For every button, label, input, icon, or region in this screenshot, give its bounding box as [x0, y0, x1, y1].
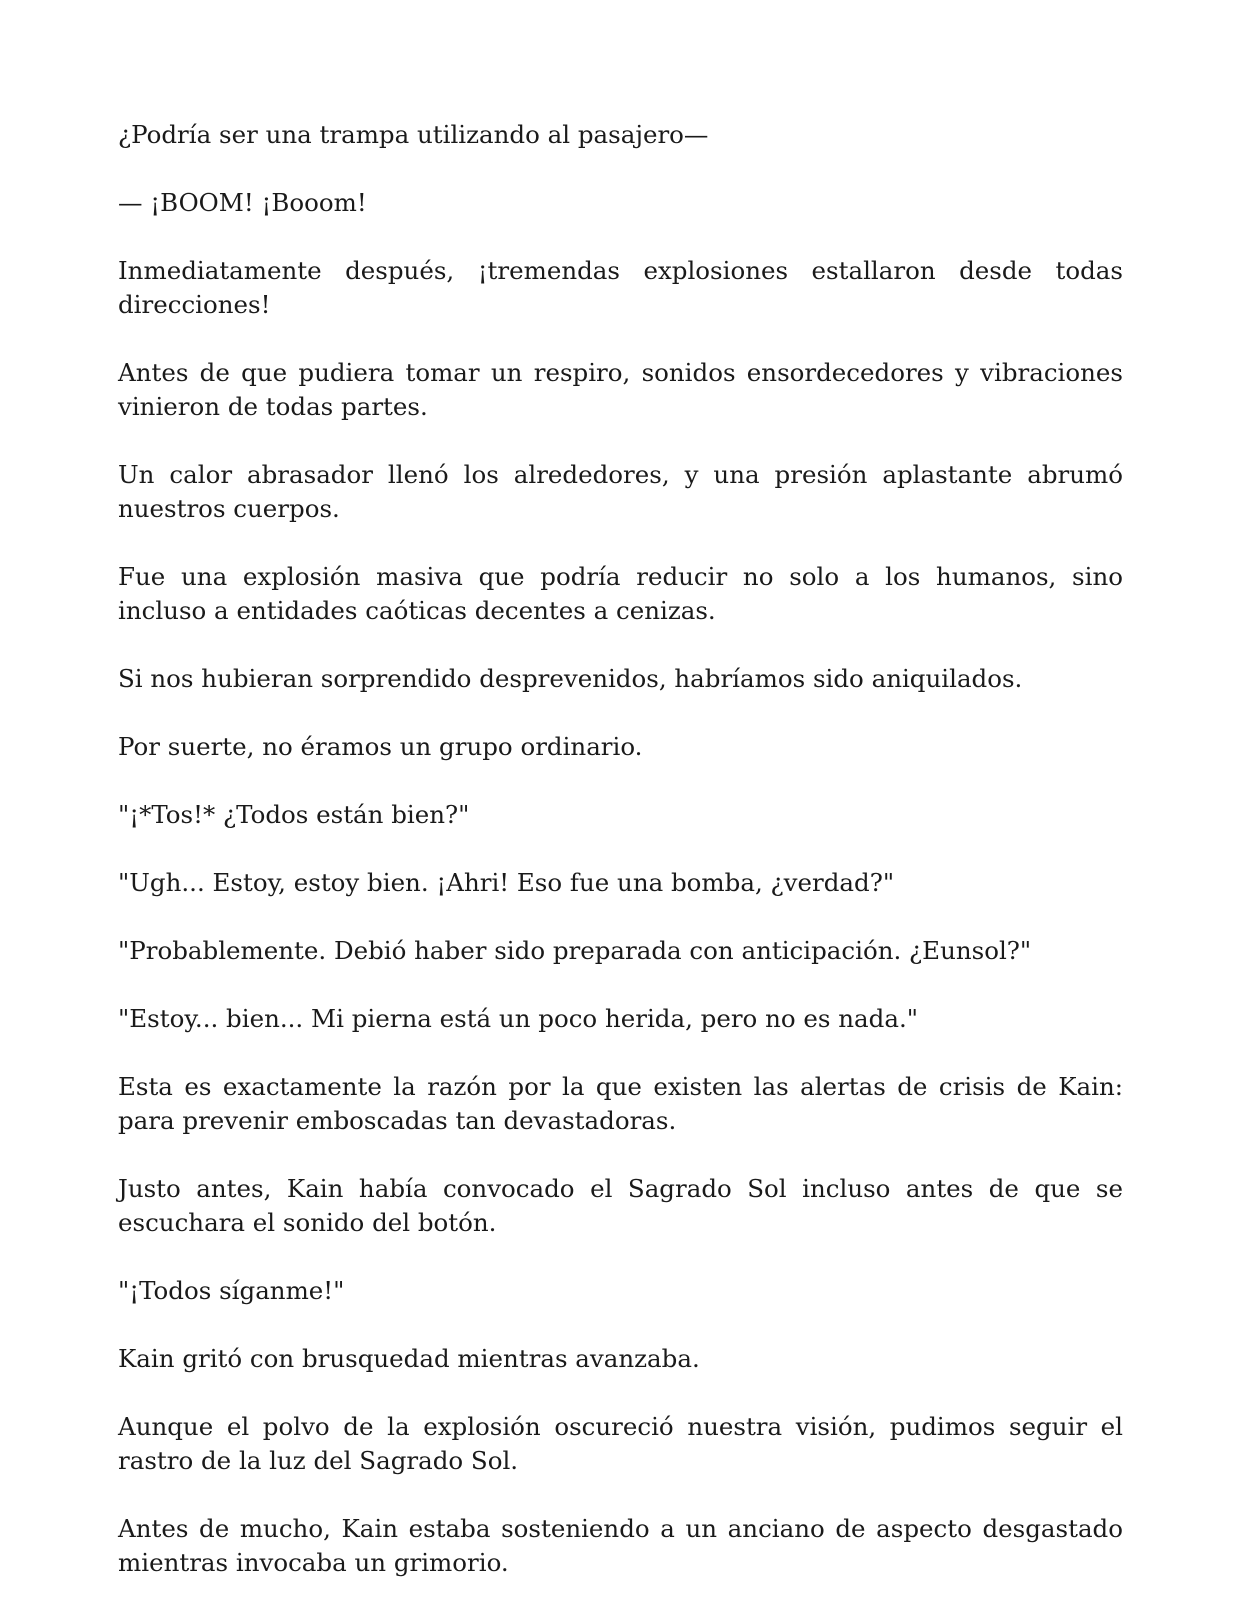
paragraph: Fue una explosión masiva que podría reducir no solo a los humanos, sino incluso a entidades caóticas decentes a cenizas.: [118, 562, 1123, 625]
paragraph: Antes de que pudiera tomar un respiro, sonidos ensordecedores y vibraciones vinieron de todas partes.: [118, 358, 1123, 421]
paragraph: — ¡BOOM! ¡Booom!: [118, 188, 367, 217]
paragraph: Por suerte, no éramos un grupo ordinario.: [118, 732, 643, 761]
paragraph: Antes de mucho, Kain estaba sosteniendo a un anciano de aspecto desgastado mientras invocaba un grimorio.: [118, 1514, 1123, 1577]
paragraph: "Probablemente. Debió haber sido preparada con anticipación. ¿Eunsol?": [118, 936, 1032, 965]
paragraph: Justo antes, Kain había convocado el Sagrado Sol incluso antes de que se escuchara el sonido del botón.: [118, 1174, 1123, 1237]
paragraph: "¡Todos síganme!": [118, 1276, 345, 1305]
paragraph: "Estoy... bien... Mi pierna está un poco herida, pero no es nada.": [118, 1004, 919, 1033]
paragraph: Inmediatamente después, ¡tremendas explosiones estallaron desde todas direcciones!: [118, 256, 1123, 319]
document-body: [118, 118, 1123, 1614]
paragraph: ¿Podría ser una trampa utilizando al pasajero—: [118, 120, 709, 149]
paragraph: "Ugh... Estoy, estoy bien. ¡Ahri! Eso fue una bomba, ¿verdad?": [118, 868, 895, 897]
paragraph: Esta es exactamente la razón por la que existen las alertas de crisis de Kain: para prevenir emboscadas tan devastadoras.: [118, 1072, 1123, 1135]
paragraph: Kain gritó con brusquedad mientras avanzaba.: [118, 1344, 700, 1373]
paragraph: "¡*Tos!* ¿Todos están bien?": [118, 800, 470, 829]
paragraph: Aunque el polvo de la explosión oscureció nuestra visión, pudimos seguir el rastro de la luz del Sagrado Sol.: [118, 1412, 1123, 1475]
paragraph: Si nos hubieran sorprendido desprevenidos, habríamos sido aniquilados.: [118, 664, 1023, 693]
paragraph: Un calor abrasador llenó los alrededores, y una presión aplastante abrumó nuestros cuerpos.: [118, 460, 1123, 523]
